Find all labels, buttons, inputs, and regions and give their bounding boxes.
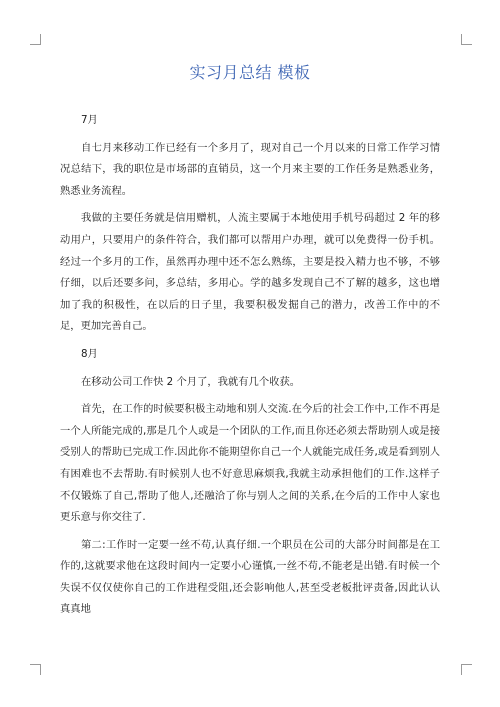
paragraph: 自七月来移动工作已经有一个多月了，现对自己一个月以来的日常工作学习情况总结下，我的职位是市场部的直销员，这一个月来主要的工作任务是熟悉业务，熟悉业务流程。 xyxy=(60,141,440,197)
paragraph: 第二:工作时一定要一丝不苟,认真仔细.一个职员在公司的大部分时间都是在工作的,这就要求他在这段时间内一定要小心谨慎,一丝不苟,不能老是出错.有时候一个失误不仅仅使你自己的工作进程受阻,还会影响他人,甚至受老板批评责备,因此认认真真地 xyxy=(60,538,440,616)
paragraph: 我做的主要任务就是信用赠机，人流主要属于本地使用手机号码超过 2 年的移动用户，只要用户的条件符合，我们都可以帮用户办理，就可以免费得一份手机。经过一个多月的工作，虽然再办理中还不怎么熟练，主要是投入精力也不够，不够仔细，以后还要多问，多总结，多用心。学的越多发现自己不了解的越多，这也增加了我的积极性，在以后的日子里，我要积极发掘自己的潜力，改善工作中的不足，更加完善自己。 xyxy=(60,212,440,333)
section-heading-july: 7月 xyxy=(81,114,98,126)
crop-mark-top-left xyxy=(30,34,41,45)
crop-mark-top-right xyxy=(461,34,472,45)
crop-mark-bottom-left xyxy=(30,664,41,675)
paragraph: 在移动公司工作快 2 个月了，我就有几个收获。 xyxy=(81,375,301,388)
paragraph: 首先，在工作的时候要积极主动地和别人交流.在今后的社会工作中,工作不再是一个人所能完成的,那是几个人或是一个团队的工作,而且你还必须去帮助别人或是接受别人的帮助已完成工作.因此你不能期望你自己一个人就能完成任务,或是看到别人有困难也不去帮助.有时候别人也不好意思麻烦我,我就主动承担他们的工作.这样子不仅锻炼了自己,帮助了他人,还融洽了你与别人之间的关系,在今后的工作中人家也更乐意与你交往了. xyxy=(60,403,440,524)
section-heading-august: 8月 xyxy=(81,347,98,360)
document-body xyxy=(60,110,440,627)
crop-mark-bottom-right xyxy=(461,664,472,675)
document-title: 实习月总结 模板 xyxy=(189,63,311,82)
